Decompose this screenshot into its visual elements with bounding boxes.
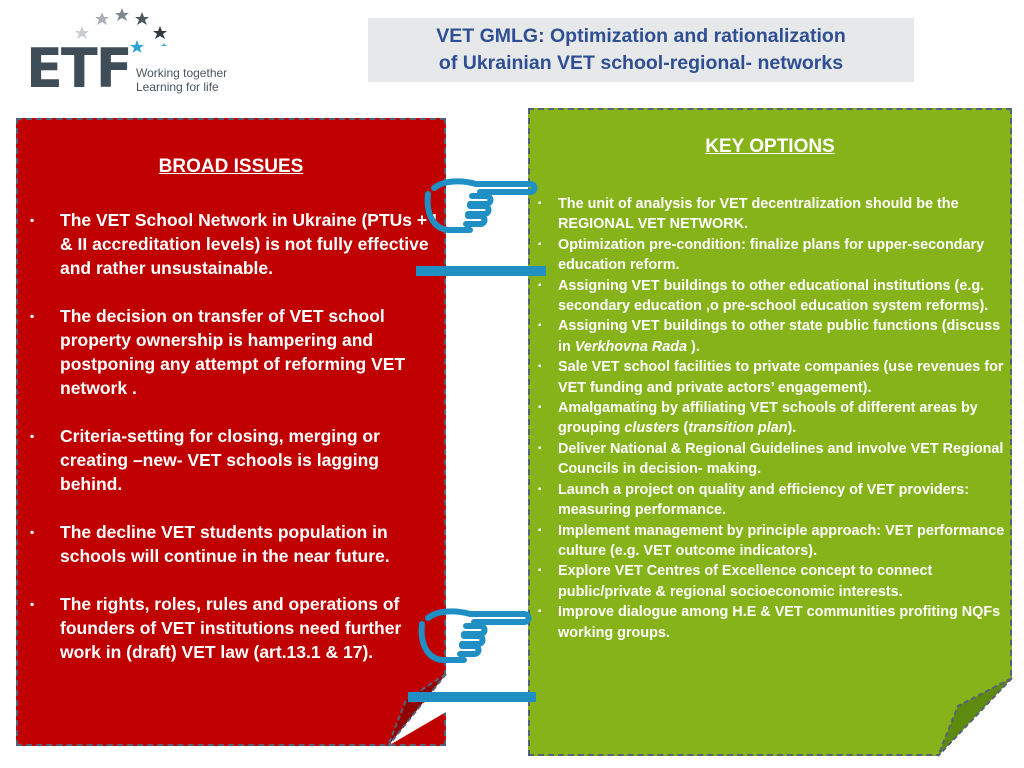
option-italic-text: Verkhovna Rada [574, 338, 688, 355]
list-item [28, 304, 438, 400]
bullet-icon: ▪ [30, 213, 35, 227]
pointing-hand-icon-top [422, 172, 540, 238]
list-item [28, 424, 438, 496]
logo-brand-text: ETF [26, 37, 131, 100]
option-text: Amalgamating by affiliating VET schools of different areas by grouping [558, 400, 978, 437]
option-text-tail: ). [687, 338, 700, 355]
title-line-2: of Ukrainian VET school-regional- networks [438, 52, 844, 74]
title-box [368, 18, 914, 82]
list-item [536, 235, 1006, 276]
option-italic-text: clusters [624, 420, 680, 437]
connector-bar-top [416, 266, 546, 276]
option-text: The unit of analysis for VET decentralization should be the REGIONAL VET NETWORK. [558, 196, 959, 233]
bullet-icon: ▪ [30, 309, 35, 323]
issue-text: The VET School Network in Ukraine (PTUs + I & II accreditation levels) is not fully effective and rather unsustainable. [60, 210, 437, 278]
bullet-icon: ▪ [538, 279, 542, 291]
option-text: Deliver National & Regional Guidelines and involve VET Regional Councils in decision- making. [558, 440, 1004, 478]
key-options-heading: KEY OPTIONS [705, 136, 835, 157]
red-page-curl-icon [380, 672, 448, 748]
bullet-icon: ▪ [538, 402, 542, 414]
key-options-panel [528, 108, 1012, 756]
list-item [28, 520, 438, 568]
option-text: Explore VET Centres of Excellence concept to connect public/private & regional socioeconomic interests. [558, 563, 933, 600]
broad-issues-list [28, 208, 438, 688]
list-item [536, 439, 1006, 480]
option-text-mid: ( [679, 420, 689, 437]
logo-tagline [136, 66, 227, 94]
list-item [536, 480, 1006, 521]
green-page-curl-icon [930, 676, 1014, 758]
list-item [536, 357, 1006, 398]
bullet-icon: ▪ [30, 429, 35, 443]
option-text: Launch a project on quality and efficiency of VET providers: measuring performance. [558, 481, 970, 519]
broad-issues-heading: BROAD ISSUES [158, 156, 304, 177]
tagline-line-1: Working together [136, 66, 228, 80]
list-item [536, 316, 1006, 357]
title-line-1: VET GMLG: Optimization and rationalization [436, 25, 846, 47]
issue-text: The decline VET students population in schools will continue in the near future. [60, 522, 390, 566]
list-item [536, 602, 1006, 643]
issue-text: The rights, roles, rules and operations of founders of VET institutions need further work in (draft) VET law (art.13.1 & 17). [60, 594, 402, 662]
option-italic-text-2: transition plan [688, 420, 788, 437]
broad-issues-panel [16, 118, 446, 746]
bullet-icon: ▪ [538, 361, 542, 373]
option-text: Improve dialogue among H.E & VET communities profiting NQFs working groups. [558, 604, 1001, 641]
option-text-tail: ). [787, 420, 797, 437]
bullet-icon: ▪ [538, 524, 542, 536]
list-item [536, 561, 1006, 602]
key-options-list [536, 194, 1006, 643]
list-item [536, 194, 1006, 235]
list-item [28, 592, 438, 664]
list-item [536, 521, 1006, 562]
pointing-hand-icon-bottom [416, 602, 534, 668]
option-text: Optimization pre-condition: finalize plans for upper-secondary education reform. [558, 236, 985, 274]
bullet-icon: ▪ [30, 597, 35, 611]
list-item [536, 398, 1006, 439]
issue-text: Criteria-setting for closing, merging or creating –new- VET schools is lagging behind. [60, 426, 380, 494]
issue-text: The decision on transfer of VET school property ownership is hampering and postponing any attempt of reforming VET network . [60, 306, 406, 398]
page-title [436, 23, 846, 77]
cyan-star-icon [130, 40, 144, 54]
bullet-icon: ▪ [538, 606, 542, 618]
option-text: Assigning VET buildings to other state public functions (discuss in [558, 318, 1001, 355]
tagline-line-2: Learning for life [136, 80, 219, 94]
connector-bar-bottom [408, 692, 536, 702]
bullet-icon: ▪ [538, 198, 542, 209]
option-text: Assigning VET buildings to other educational institutions (e.g. secondary education ,o pre-school education system reforms). [558, 277, 989, 315]
option-text: Sale VET school facilities to private companies (use revenues for VET funding and private actors’ engagement). [558, 359, 1004, 396]
bullet-icon: ▪ [538, 483, 542, 495]
list-item [536, 276, 1006, 317]
option-text: Implement management by principle approach: VET performance culture (e.g. VET outcome indicators). [558, 522, 1005, 559]
bullet-icon: ▪ [538, 565, 542, 577]
bullet-icon: ▪ [538, 320, 542, 332]
list-item [28, 208, 438, 280]
bullet-icon: ▪ [538, 238, 542, 250]
bullet-icon: ▪ [538, 442, 542, 454]
etf-logo [22, 6, 242, 98]
bullet-icon: ▪ [30, 525, 35, 539]
